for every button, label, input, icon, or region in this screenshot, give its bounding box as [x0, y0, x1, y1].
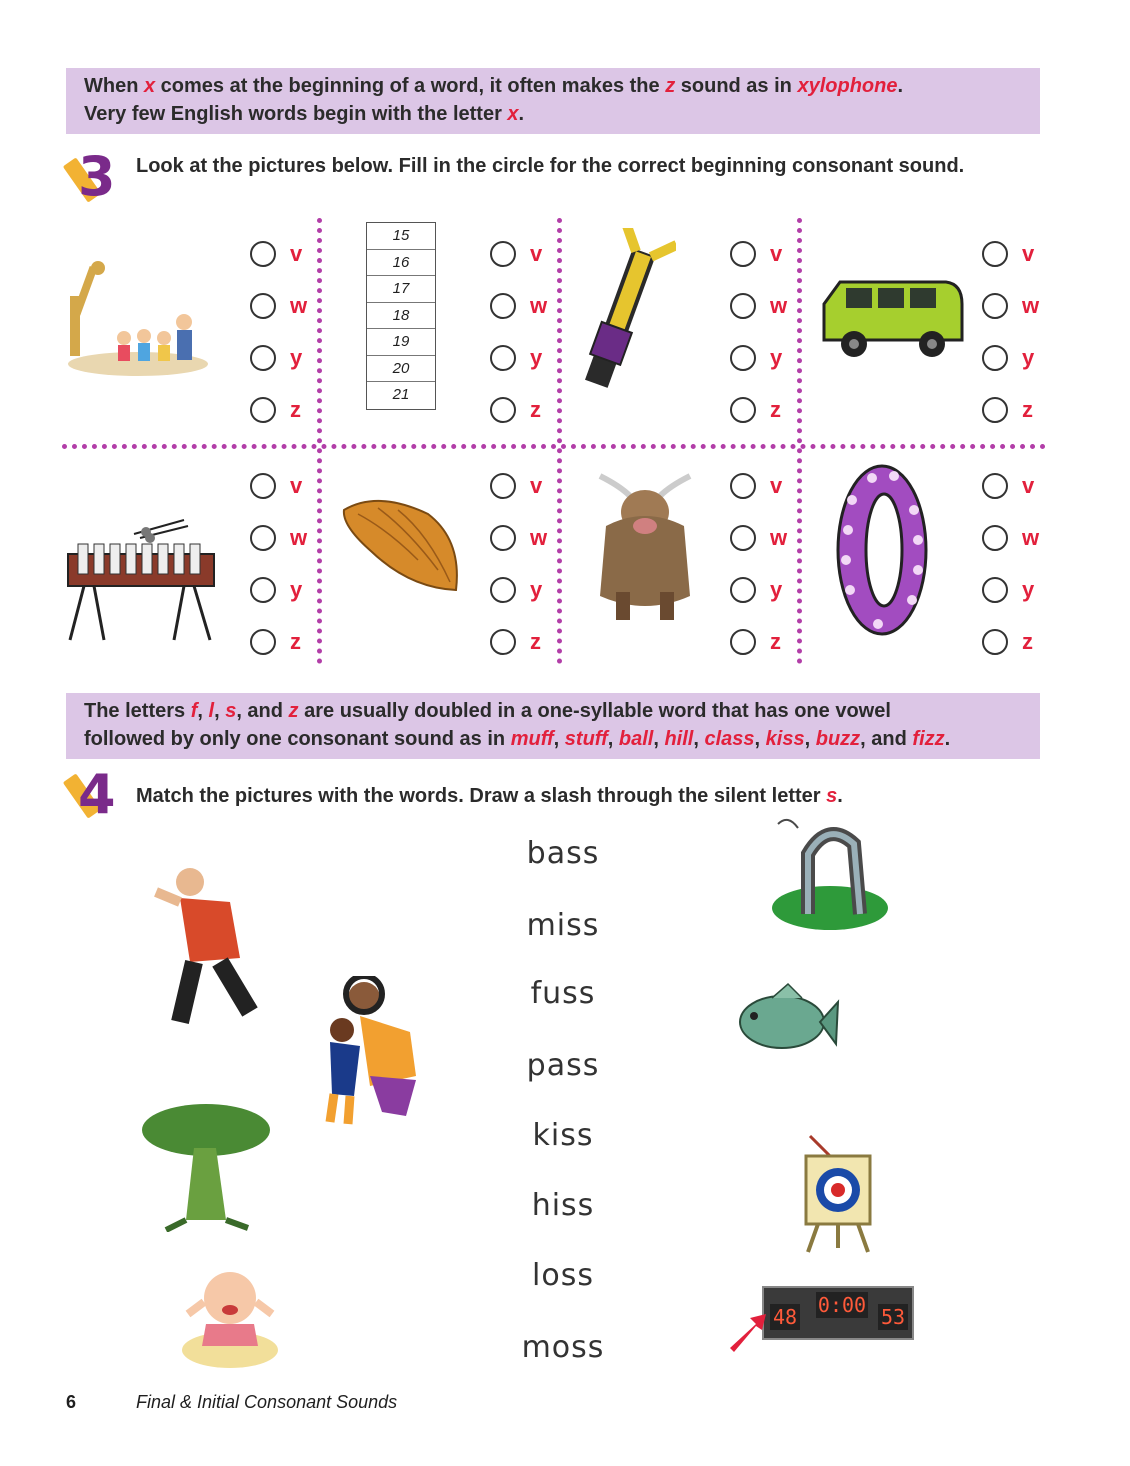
- dotted-divider: [62, 444, 1046, 449]
- bass-fish-picture: [732, 980, 840, 1064]
- answer-circle[interactable]: [730, 525, 756, 551]
- info-band-doubled-letters: The letters f, l, s, and z are usually doubled in a one-syllable word that has one vowel followed by only one consonant sound as in muff, stuff, ball, hill, class, kiss, buzz, and fizz.: [66, 693, 1040, 759]
- section-3-instruction: Look at the pictures below. Fill in the circle for the correct beginning consonant sound.: [136, 155, 965, 177]
- option-w[interactable]: w: [250, 512, 310, 564]
- option-w[interactable]: w: [490, 512, 550, 564]
- option-z[interactable]: z: [250, 384, 310, 436]
- word-miss[interactable]: miss: [526, 908, 600, 943]
- answer-circle[interactable]: [730, 397, 756, 423]
- answer-circle[interactable]: [982, 397, 1008, 423]
- answer-options: [490, 460, 550, 668]
- section-number-4: 4: [78, 763, 116, 826]
- answer-circle[interactable]: [490, 293, 516, 319]
- word-kiss[interactable]: kiss: [532, 1118, 594, 1153]
- answer-circle[interactable]: [490, 473, 516, 499]
- option-y[interactable]: y: [250, 564, 310, 616]
- scoreboard-picture: [726, 1286, 916, 1354]
- kiss-mother-child-picture: [320, 976, 428, 1128]
- answer-circle[interactable]: [982, 473, 1008, 499]
- hissing-snake-picture: [768, 814, 890, 934]
- option-z[interactable]: z: [730, 384, 790, 436]
- answer-options: [490, 228, 550, 436]
- answer-circle[interactable]: [490, 629, 516, 655]
- picture-cell-yam: [322, 450, 554, 673]
- answer-circle[interactable]: [490, 345, 516, 371]
- answer-circle[interactable]: [250, 577, 276, 603]
- game-clock: 0:00: [817, 1293, 867, 1317]
- option-z[interactable]: z: [490, 384, 550, 436]
- option-z[interactable]: z: [250, 616, 310, 668]
- option-w[interactable]: w: [730, 512, 790, 564]
- scoreboard: [762, 1286, 914, 1340]
- answer-circle[interactable]: [730, 241, 756, 267]
- picture-cell-week: [322, 218, 554, 441]
- option-v[interactable]: v: [250, 228, 310, 280]
- option-w[interactable]: w: [490, 280, 550, 332]
- option-y[interactable]: y: [730, 332, 790, 384]
- answer-circle[interactable]: [250, 525, 276, 551]
- picture-cell-yak: [562, 450, 794, 673]
- xylophone-picture: [64, 514, 216, 644]
- option-y[interactable]: y: [490, 564, 550, 616]
- section-number-3: 3: [78, 145, 116, 208]
- answer-options: [250, 228, 310, 436]
- option-w[interactable]: w: [982, 512, 1042, 564]
- answer-circle[interactable]: [730, 345, 756, 371]
- answer-circle[interactable]: [250, 241, 276, 267]
- guest-score: 53: [878, 1304, 908, 1330]
- word-loss[interactable]: loss: [532, 1258, 594, 1293]
- yam-picture: [338, 490, 464, 602]
- option-z[interactable]: z: [982, 616, 1042, 668]
- option-v[interactable]: v: [490, 460, 550, 512]
- word-hiss[interactable]: hiss: [531, 1188, 595, 1223]
- answer-circle[interactable]: [730, 473, 756, 499]
- picture-cell-zero: [802, 450, 1046, 673]
- zipper-picture: [566, 228, 676, 398]
- answer-circle[interactable]: [730, 577, 756, 603]
- answer-circle[interactable]: [490, 241, 516, 267]
- option-v[interactable]: v: [490, 228, 550, 280]
- answer-circle[interactable]: [250, 293, 276, 319]
- word-pass[interactable]: pass: [526, 1048, 600, 1083]
- answer-circle[interactable]: [982, 629, 1008, 655]
- word-fuss[interactable]: fuss: [530, 976, 596, 1011]
- passing-man-picture: [150, 862, 262, 1030]
- zero-picture: [832, 460, 932, 640]
- option-v[interactable]: v: [982, 228, 1042, 280]
- picture-cell-van: [802, 218, 1046, 441]
- option-y[interactable]: y: [490, 332, 550, 384]
- option-v[interactable]: v: [730, 228, 790, 280]
- answer-circle[interactable]: [250, 397, 276, 423]
- answer-options: [982, 460, 1042, 668]
- zoo-picture: [64, 258, 212, 378]
- option-w[interactable]: w: [730, 280, 790, 332]
- answer-options: [730, 228, 790, 436]
- answer-circle[interactable]: [250, 473, 276, 499]
- picture-cell-zipper: [562, 218, 794, 441]
- yak-picture: [590, 456, 700, 628]
- answer-options: [730, 460, 790, 668]
- word-bass[interactable]: bass: [526, 836, 600, 871]
- option-v[interactable]: v: [982, 460, 1042, 512]
- consonant-grid: [62, 218, 1046, 664]
- option-w[interactable]: w: [982, 280, 1042, 332]
- picture-cell-zoo: [62, 218, 314, 441]
- option-z[interactable]: z: [490, 616, 550, 668]
- moss-tree-picture: [136, 1100, 278, 1232]
- home-score: 48: [770, 1304, 800, 1330]
- footer-title: Final & Initial Consonant Sounds: [136, 1392, 398, 1412]
- page-number: 6: [66, 1392, 77, 1412]
- answer-circle[interactable]: [490, 525, 516, 551]
- option-z[interactable]: z: [982, 384, 1042, 436]
- option-y[interactable]: y: [982, 564, 1042, 616]
- answer-options: [982, 228, 1042, 436]
- option-z[interactable]: z: [730, 616, 790, 668]
- answer-circle[interactable]: [982, 345, 1008, 371]
- answer-circle[interactable]: [250, 345, 276, 371]
- info-band-x: When x comes at the beginning of a word, it often makes the z sound as in xylophone. Very few English words begin with the letter x.: [66, 68, 1040, 134]
- answer-circle[interactable]: [982, 241, 1008, 267]
- answer-circle[interactable]: [982, 525, 1008, 551]
- answer-circle[interactable]: [982, 293, 1008, 319]
- option-v[interactable]: v: [730, 460, 790, 512]
- answer-circle[interactable]: [982, 577, 1008, 603]
- van-picture: [816, 274, 966, 360]
- option-y[interactable]: y: [982, 332, 1042, 384]
- missed-target-picture: [798, 1130, 878, 1254]
- crying-baby-picture: [180, 1262, 282, 1372]
- answer-circle[interactable]: [490, 397, 516, 423]
- option-y[interactable]: y: [250, 332, 310, 384]
- calendar-picture: 15 16 17 18 19 20 21: [366, 222, 436, 410]
- option-y[interactable]: y: [730, 564, 790, 616]
- word-moss[interactable]: moss: [521, 1330, 605, 1365]
- option-v[interactable]: v: [250, 460, 310, 512]
- picture-cell-xylophone: [62, 450, 314, 673]
- section-4-instruction: Match the pictures with the words. Draw a slash through the silent letter s.: [136, 785, 843, 807]
- arrow-icon: [726, 1312, 768, 1352]
- answer-circle[interactable]: [250, 629, 276, 655]
- answer-circle[interactable]: [730, 293, 756, 319]
- option-w[interactable]: w: [250, 280, 310, 332]
- answer-circle[interactable]: [730, 629, 756, 655]
- answer-circle[interactable]: [490, 577, 516, 603]
- answer-options: [250, 460, 310, 668]
